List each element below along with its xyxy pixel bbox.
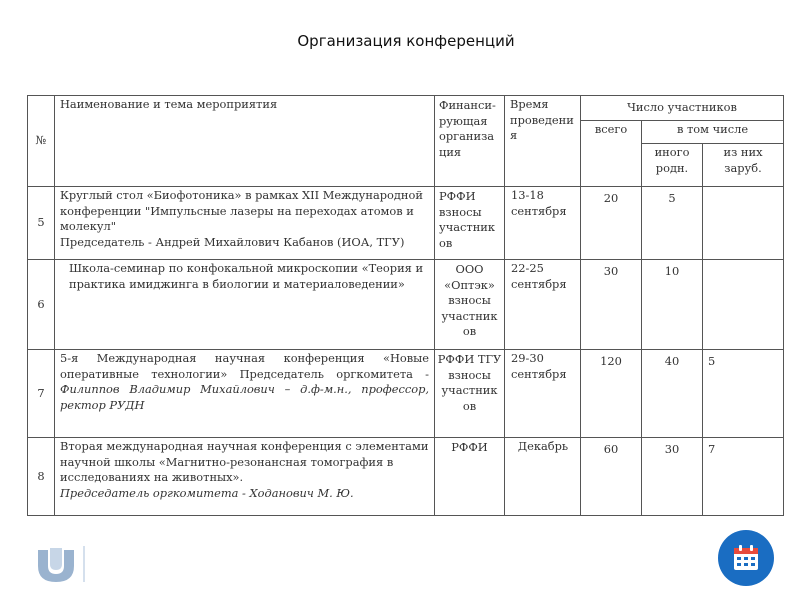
row-num: 7 bbox=[28, 350, 55, 438]
row-total: 120 bbox=[581, 350, 642, 438]
row-chair-suffix: – д.ф-м.н., профессор, ректор РУДН bbox=[60, 382, 429, 412]
row-financing: РФФИ bbox=[435, 438, 505, 516]
row-title bbox=[55, 438, 435, 516]
row-chair: Председатель - Андрей Михайлович Кабанов (ИОА, ТГУ) bbox=[60, 234, 405, 249]
row-time: Декабрь bbox=[505, 438, 581, 516]
row-time: 22-25 сентября bbox=[505, 260, 581, 350]
table-header-row bbox=[28, 96, 784, 121]
header-participants: Число участников bbox=[581, 96, 784, 121]
header-name: Наименование и тема мероприятия bbox=[55, 96, 435, 187]
row-title bbox=[55, 187, 435, 260]
header-abroad: из них заруб. bbox=[703, 144, 784, 187]
row-chair-name: Филиппов Владимир Михайлович bbox=[60, 382, 275, 396]
university-logo-icon bbox=[36, 544, 88, 584]
row-financing: ООО «Оптэк» взносы участник ов bbox=[435, 260, 505, 350]
row-chair: Председатель оргкомитета - Ходанович М. Ю. bbox=[60, 485, 354, 500]
row-abroad bbox=[703, 260, 784, 350]
row-num: 6 bbox=[28, 260, 55, 350]
header-num: № bbox=[28, 96, 55, 187]
row-foreign: 40 bbox=[642, 350, 703, 438]
header-time: Время проведени я bbox=[505, 96, 581, 187]
row-total: 20 bbox=[581, 187, 642, 260]
row-financing: РФФИ ТГУ взносы участник ов bbox=[435, 350, 505, 438]
row-abroad: 7 bbox=[703, 438, 784, 516]
header-foreign: иного родн. bbox=[642, 144, 703, 187]
row-total: 60 bbox=[581, 438, 642, 516]
row-title-text: Вторая международная научная конференция с элементами научной школы «Магнитно-резонансная томография в исследованиях на животных». bbox=[60, 439, 429, 484]
row-time: 13-18 сентября bbox=[505, 187, 581, 260]
row-chair-prefix: Председатель оргкомитета - bbox=[239, 366, 430, 381]
calendar-button[interactable] bbox=[718, 530, 774, 586]
row-financing: РФФИ взносы участник ов bbox=[435, 187, 505, 260]
table-row bbox=[28, 260, 784, 350]
row-title-text: 5-я Международная научная конференция «Новые оперативные технологии» bbox=[60, 351, 429, 381]
table-row bbox=[28, 438, 784, 516]
page-title: Организация конференций bbox=[297, 32, 515, 50]
conferences-table bbox=[27, 95, 784, 516]
table-row bbox=[28, 350, 784, 438]
row-title: Школа-семинар по конфокальной микроскопии «Теория и практика имиджинга в биологии и материаловедении» bbox=[55, 260, 435, 350]
header-including: в том числе bbox=[642, 121, 784, 144]
row-title-text: Круглый стол «Биофотоника» в рамках XII Международной конференции "Импульсные лазеры на переходах атомов и молекул" bbox=[60, 188, 423, 233]
header-total: всего bbox=[581, 121, 642, 187]
row-title bbox=[55, 350, 435, 438]
row-foreign: 10 bbox=[642, 260, 703, 350]
row-num: 8 bbox=[28, 438, 55, 516]
header-financing: Финанси-рующая организа ция bbox=[435, 96, 505, 187]
row-num: 5 bbox=[28, 187, 55, 260]
table-row bbox=[28, 187, 784, 260]
row-time: 29-30 сентября bbox=[505, 350, 581, 438]
row-abroad bbox=[703, 187, 784, 260]
row-foreign: 5 bbox=[642, 187, 703, 260]
row-foreign: 30 bbox=[642, 438, 703, 516]
calendar-icon bbox=[732, 544, 760, 572]
row-abroad: 5 bbox=[703, 350, 784, 438]
row-total: 30 bbox=[581, 260, 642, 350]
